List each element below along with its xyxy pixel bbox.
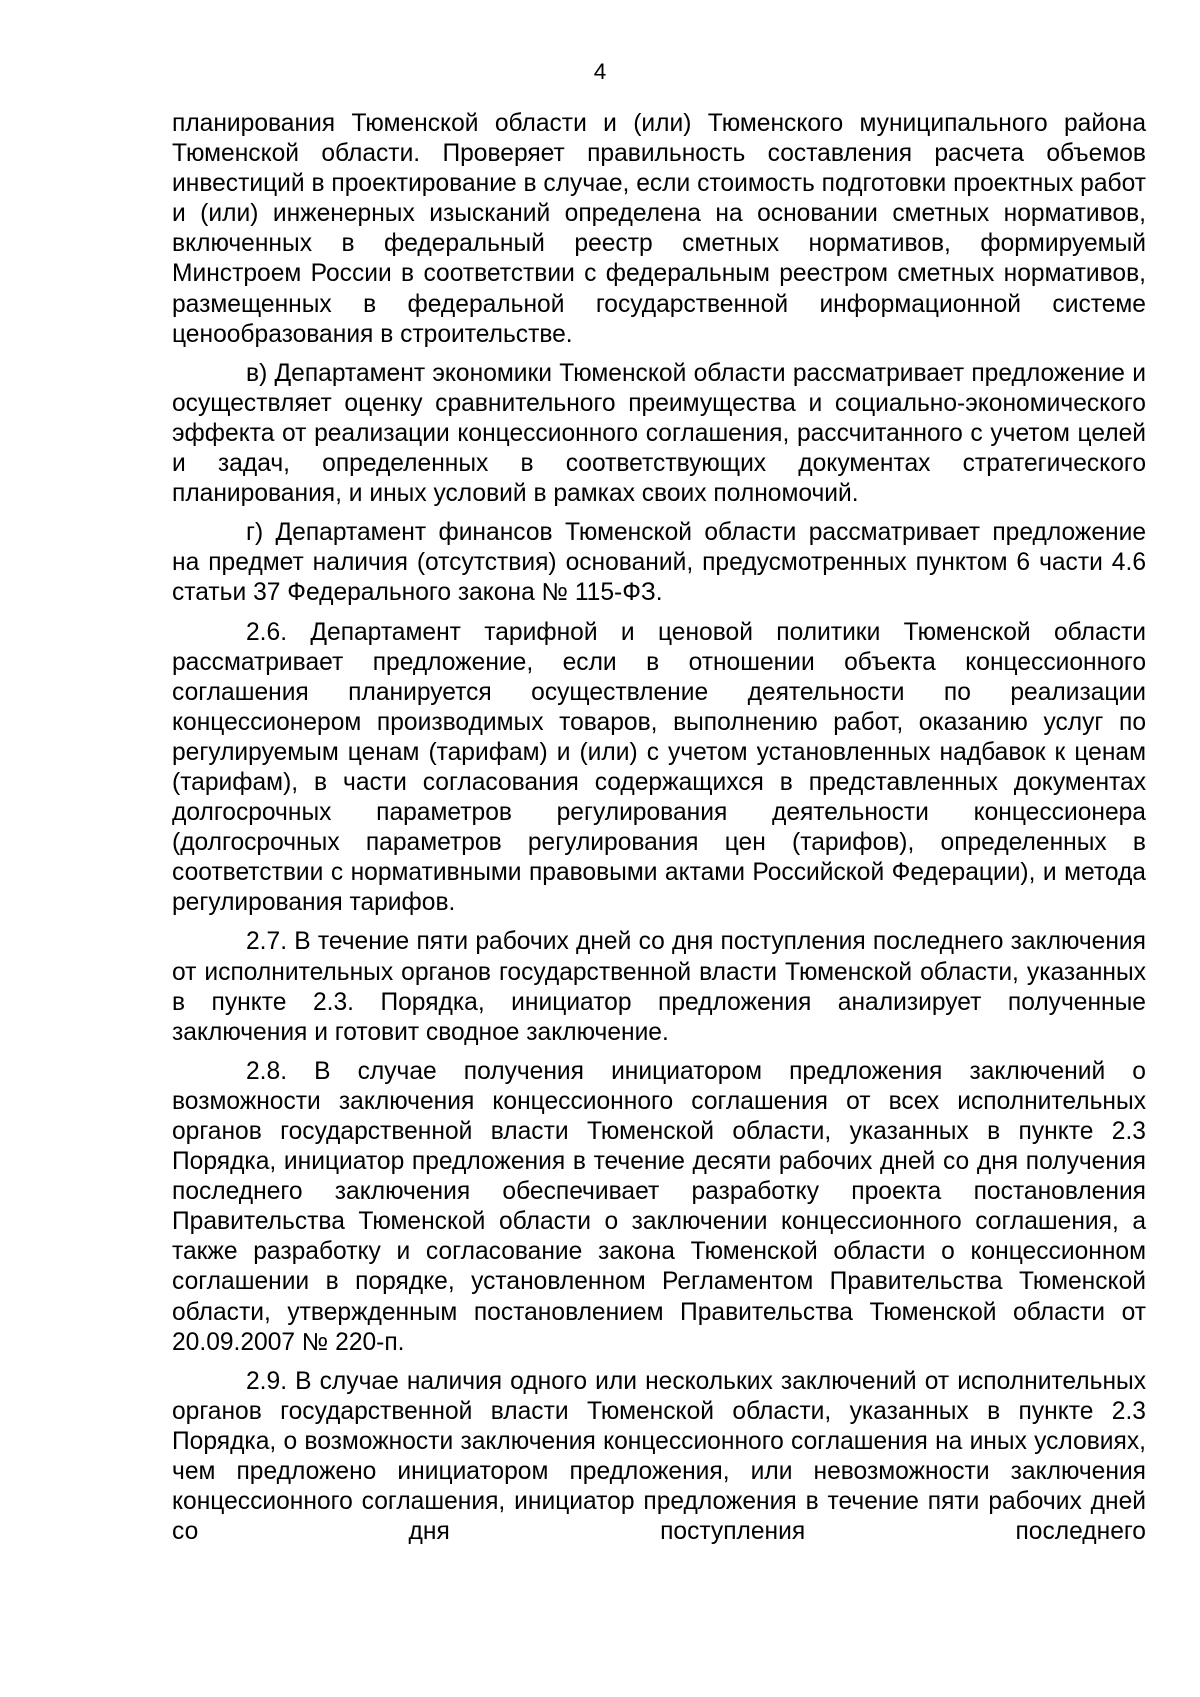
- document-body: [172, 109, 1146, 1547]
- paragraph-item-g: г) Департамент финансов Тюменской области рассматривает предложение на предмет наличия (отсутствия) оснований, предусмотренных пунктом 6 части 4.6 статьи 37 Федерального закона № 115-ФЗ.: [172, 519, 1146, 607]
- page-number: 4: [593, 59, 607, 84]
- paragraph-continuation: планирования Тюменской области и (или) Тюменского муниципального района Тюменской области. Проверяет правильность составления расчета объемов инвестиций в проектирование в случае, если стоимость подготовки проектных работ и (или) инженерных изысканий определена на основании сметных нормативов, включенных в федеральный реестр сметных нормативов, формируемый Минстроем России в соответствии с федеральным реестром сметных нормативов, размещенных в федеральной государственной информационной системе ценообразования в строительстве.: [172, 110, 1146, 348]
- paragraph-2-6: 2.6. Департамент тарифной и ценовой политики Тюменской области рассматривает предложение, если в отношении объекта концессионного соглашения планируется осуществление деятельности по реализации концессионером производимых товаров, выполнению работ, оказанию услуг по регулируемым ценам (тарифам) и (или) с учетом установленных надбавок к ценам (тарифам), в части согласования содержащихся в представленных документах долгосрочных параметров регулирования деятельности концессионера (долгосрочных параметров регулирования цен (тарифов), определенных в соответствии с нормативными правовыми актами Российской Федерации), и метода регулирования тарифов.: [172, 618, 1146, 917]
- paragraph-2-8: 2.8. В случае получения инициатором предложения заключений о возможности заключения концессионного соглашения от всех исполнительных органов государственной власти Тюменской области, указанных в пункте 2.3 Порядка, инициатор предложения в течение десяти рабочих дней со дня получения последнего заключения обеспечивает разработку проекта постановления Правительства Тюменской области о заключении концессионного соглашения, а также разработку и согласование закона Тюменской области о концессионном соглашении в порядке, установленном Регламентом Правительства Тюменской области, утвержденным постановлением Правительства Тюменской области от 20.09.2007 № 220-п.: [172, 1057, 1146, 1356]
- paragraph-2-7: 2.7. В течение пяти рабочих дней со дня поступления последнего заключения от исполнительных органов государственной власти Тюменской области, указанных в пункте 2.3. Порядка, инициатор предложения анализирует полученные заключения и готовит сводное заключение.: [172, 928, 1146, 1046]
- paragraph-2-9: 2.9. В случае наличия одного или нескольких заключений от исполнительных органов государственной власти Тюменской области, указанных в пункте 2.3 Порядка, о возможности заключения концессионного соглашения на иных условиях, чем предложено инициатором предложения, или невозможности заключения концессионного соглашения, инициатор предложения в течение пяти рабочих дней со дня поступления последнего: [172, 1367, 1146, 1546]
- paragraph-item-v: в) Департамент экономики Тюменской области рассматривает предложение и осуществляет оценку сравнительного преимущества и социально-экономического эффекта от реализации концессионного соглашения, рассчитанного с учетом целей и задач, определенных в соответствующих документах стратегического планирования, и иных условий в рамках своих полномочий.: [172, 359, 1146, 508]
